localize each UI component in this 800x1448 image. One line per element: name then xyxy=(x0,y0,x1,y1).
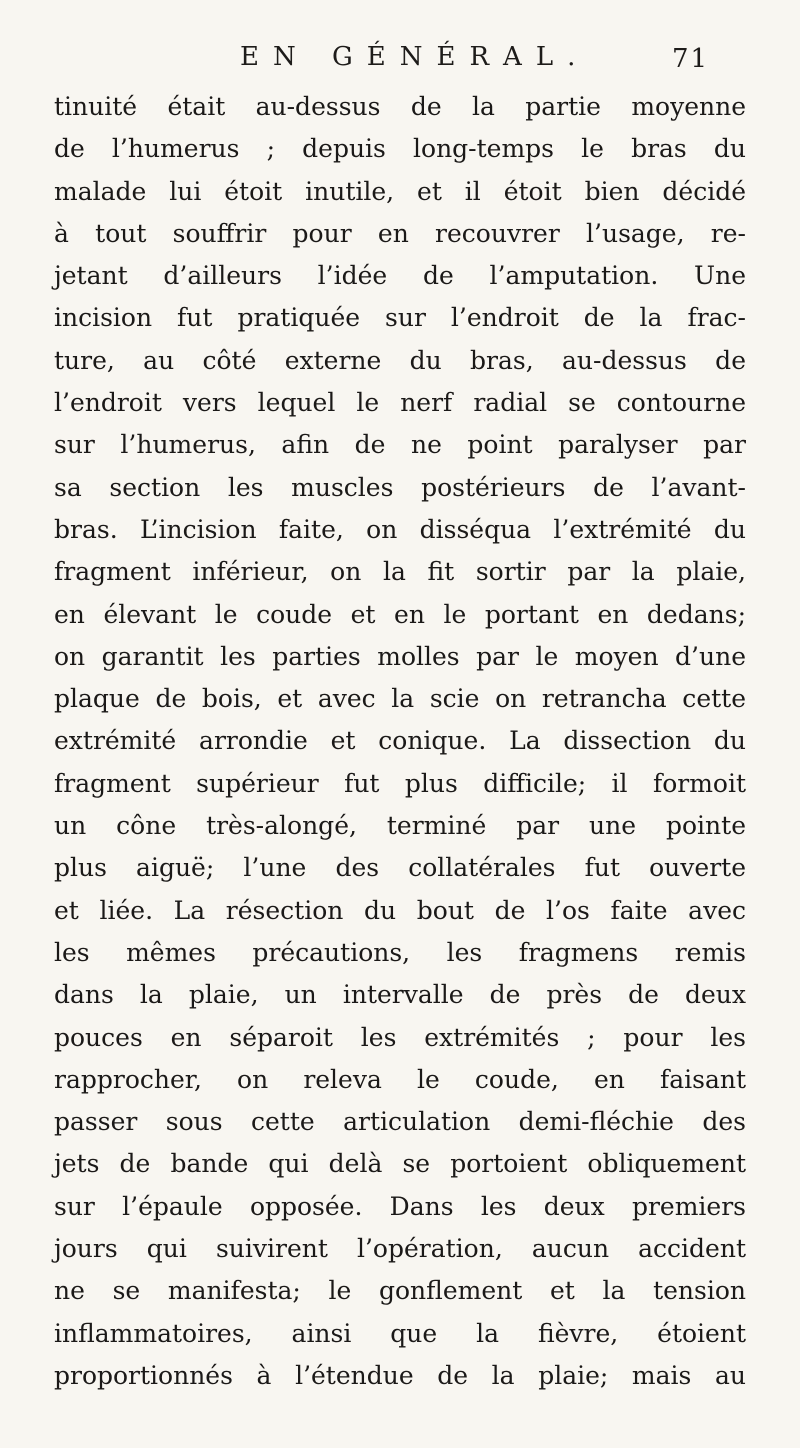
text-line: fragment inférieur, on la fit sortir par la plaie, xyxy=(54,557,746,587)
text-line: bras. L’incision faite, on disséqua l’extrémité du xyxy=(54,514,746,544)
text-line: en élevant le coude et en le portant en dedans; xyxy=(54,599,746,629)
text-line: plaque de bois, et avec la scie on retrancha cette xyxy=(54,684,746,714)
text-line: malade lui étoit inutile, et il étoit bien décidé xyxy=(54,176,746,206)
text-line: ture, au côté externe du bras, au-dessus de xyxy=(54,345,746,375)
running-title: EN GÉNÉRAL. xyxy=(240,42,590,72)
text-line: jours qui suivirent l’opération, aucun accident xyxy=(54,1234,746,1264)
text-line: de l’humerus ; depuis long-temps le bras du xyxy=(54,134,746,164)
text-line: on garantit les parties molles par le moyen d’une xyxy=(54,641,746,671)
text-line: jetant d’ailleurs l’idée de l’amputation. Une xyxy=(54,261,746,291)
running-head xyxy=(0,42,800,82)
page-number: 71 xyxy=(672,44,710,74)
text-line: les mêmes précautions, les fragmens remis xyxy=(54,937,746,967)
text-line: inflammatoires, ainsi que la fièvre, étoient xyxy=(54,1318,746,1348)
text-line: jets de bande qui delà se portoient obliquement xyxy=(54,1149,746,1179)
text-line: rapprocher, on releva le coude, en faisant xyxy=(54,1064,746,1094)
text-line: sa section les muscles postérieurs de l’avant- xyxy=(54,472,746,502)
text-line: proportionnés à l’étendue de la plaie; mais au xyxy=(54,1360,746,1390)
body-text xyxy=(54,86,746,1397)
text-line: plus aiguë; l’une des collatérales fut ouverte xyxy=(54,853,746,883)
text-line: sur l’épaule opposée. Dans les deux premiers xyxy=(54,1191,746,1221)
text-line: un cône très-alongé, terminé par une pointe xyxy=(54,811,746,841)
text-line: dans la plaie, un intervalle de près de deux xyxy=(54,980,746,1010)
text-line: fragment supérieur fut plus difficile; il formoit xyxy=(54,768,746,798)
text-line: à tout souffrir pour en recouvrer l’usage, re- xyxy=(54,218,746,248)
text-line: incision fut pratiquée sur l’endroit de la frac- xyxy=(54,303,746,333)
text-line: sur l’humerus, afin de ne point paralyser par xyxy=(54,430,746,460)
text-line: ne se manifesta; le gonflement et la tension xyxy=(54,1276,746,1306)
text-line: et liée. La résection du bout de l’os faite avec xyxy=(54,895,746,925)
text-line: l’endroit vers lequel le nerf radial se contourne xyxy=(54,388,746,418)
text-line: extrémité arrondie et conique. La dissection du xyxy=(54,726,746,756)
text-line: tinuité était au-dessus de la partie moyenne xyxy=(54,92,746,121)
text-line: passer sous cette articulation demi-fléchie des xyxy=(54,1107,746,1137)
text-line: pouces en séparoit les extrémités ; pour les xyxy=(54,1022,746,1052)
